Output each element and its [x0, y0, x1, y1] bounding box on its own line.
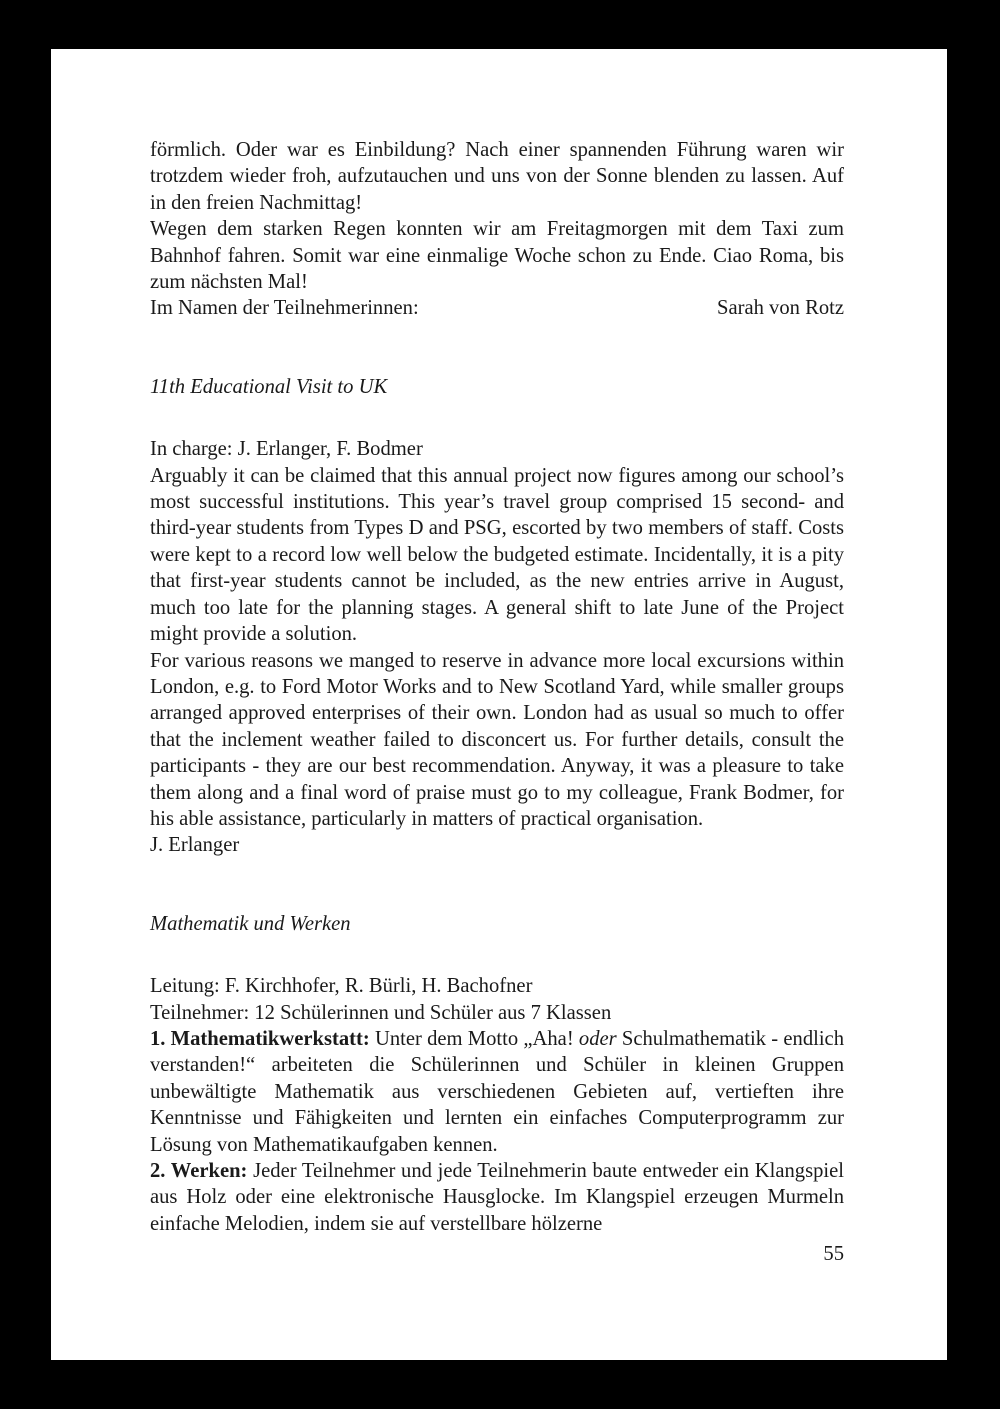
uk-paragraph-2: For various reasons we manged to reserve in advance more local excursions within London, e.g. to Ford Motor Works and to New Scotland Yard, while smaller groups arranged approved enterprises of their own. London had as usual so much to offer that the inclement weather failed to disconcert us. For further details, consult the participants - they are our best recommendation. Anyway, it was a pleasure to take them along and a final word of praise must go to my colleague, Frank Bodmer, for his able assistance, particularly in matters of practical organisation.	[150, 649, 844, 830]
rome-signature-label: Im Namen der Teilnehmerinnen:	[150, 297, 419, 320]
math-section-heading: Mathematik und Werken	[150, 912, 351, 935]
math-item-2-text: Jeder Teilnehmer und jede Teilnehmerin baute entweder ein Klangspiel aus Holz oder eine elektronische Hausglocke. Im Klangspiel erzeugen Murmeln einfache Melodien, indem sie auf verstellbare hölzerne	[150, 1160, 844, 1235]
math-item-2-title: 2. Werken:	[150, 1160, 248, 1182]
uk-section-heading: 11th Educational Visit to UK	[150, 375, 388, 398]
math-item-2	[150, 1158, 844, 1237]
math-teilnehmer: Teilnehmer: 12 Schülerinnen und Schüler aus 7 Klassen	[150, 1001, 612, 1024]
rome-signature-row	[150, 295, 844, 321]
uk-signature: J. Erlanger	[150, 834, 240, 857]
document-page	[51, 49, 947, 1360]
math-item-1	[150, 1026, 844, 1158]
math-leitung: Leitung: F. Kirchhofer, R. Bürli, H. Bachofner	[150, 975, 533, 998]
math-item-1-text-a: Unter dem Motto „Aha!	[369, 1027, 579, 1050]
rome-paragraph-1: förmlich. Oder war es Einbildung? Nach einer spannenden Führung waren wir trotzdem wieder froh, aufzutauchen und uns von der Sonne blenden zu lassen. Auf in den freien Nachmittag!	[150, 139, 844, 214]
page-content	[150, 137, 844, 1237]
uk-in-charge: In charge: J. Erlanger, F. Bodmer	[150, 438, 423, 461]
page-number: 55	[823, 1243, 844, 1265]
math-item-1-text-italic: oder	[578, 1027, 617, 1050]
rome-paragraph-2: Wegen dem starken Regen konnten wir am Freitagmorgen mit dem Taxi zum Bahnhof fahren. Somit war eine einmalige Woche schon zu Ende. Ciao Roma, bis zum nächsten Mal!	[150, 218, 844, 294]
rome-signature-name: Sarah von Rotz	[717, 297, 844, 320]
math-item-1-title: 1. Mathematikwerkstatt:	[150, 1027, 370, 1050]
math-item-1-text-b: Schulmathematik - endlich verstanden!“ arbeiteten die Schülerinnen und Schüler in kleinen Gruppen unbewältigte Mathematik aus verschiedenen Gebieten auf, vertieften ihre Kenntnisse und Fähigkeiten und lernten ein einfaches Computerprogramm zur Lösung von Mathematikaufgaben kennen.	[150, 1027, 844, 1156]
uk-paragraph-1: Arguably it can be claimed that this annual project now figures among our school’s most successful institutions. This year’s travel group comprised 15 second- and third-year students from Types D and PSG, escorted by two members of staff. Costs were kept to a record low well below the budgeted estimate. Incidentally, it is a pity that first-year students cannot be included, as the new entries arrive in August, much too late for the planning stages. A general shift to late June of the Project might provide a solution.	[150, 464, 844, 646]
